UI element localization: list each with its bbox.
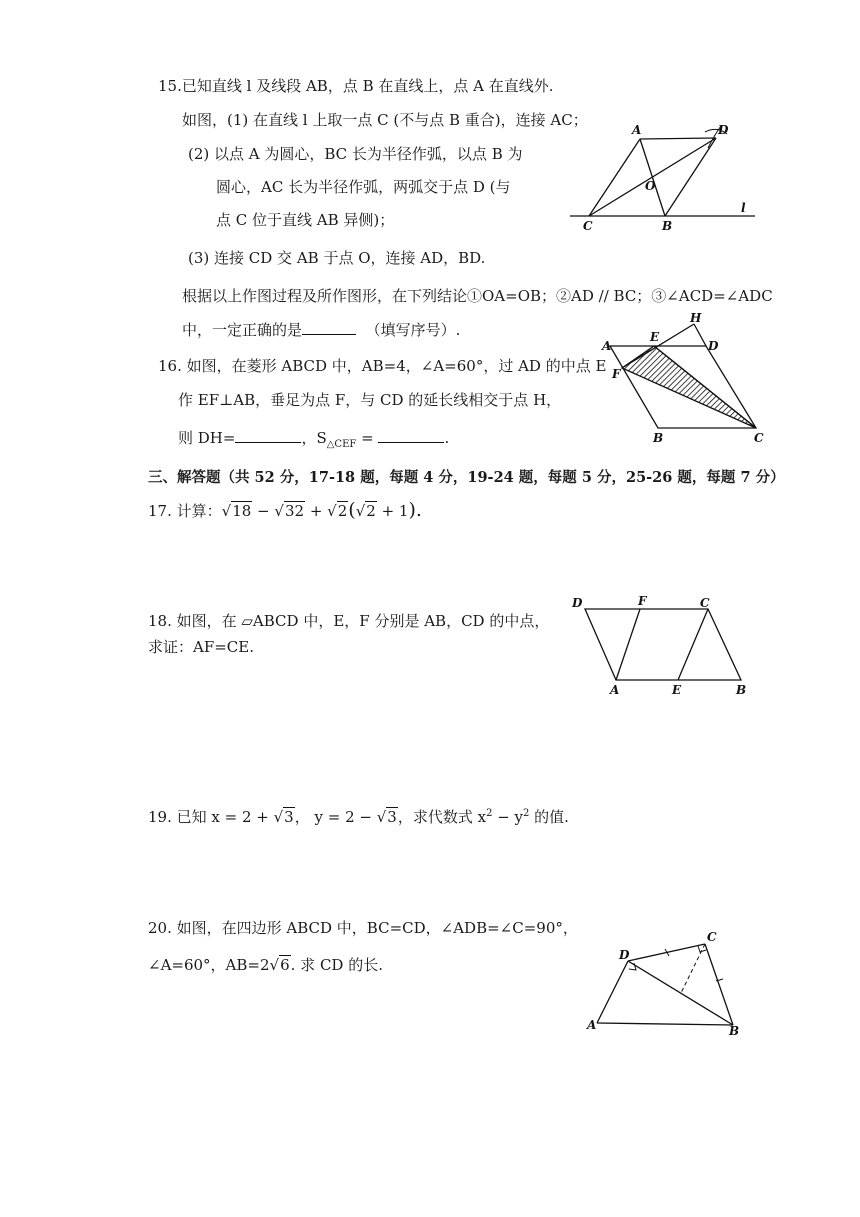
sqrt-icon: √ (273, 808, 284, 826)
q15-label-B: B (662, 219, 673, 233)
q15-label-l: l (741, 201, 746, 215)
q15-step2b: 圆心，AC 长为半径作弧，两弧交于点 D (与 (216, 178, 511, 196)
q15-ask-b: （填写序号）. (365, 321, 461, 339)
q18-figure (568, 592, 758, 704)
sqrt-icon: √ (327, 502, 337, 520)
q20-figure (585, 925, 750, 1040)
q17-paren-close: ). (408, 499, 422, 521)
q16-s-label: ，S (301, 429, 327, 447)
q15-label-D: D (718, 123, 729, 137)
q16-line1: 16. 如图，在菱形 ABCD 中，AB=4，∠A=60°，过 AD 的中点 E (158, 357, 607, 375)
q19-a: 19. 已知 x = 2 + (148, 808, 274, 826)
q19-r3a: 3 (284, 808, 294, 826)
q20-label-B: B (729, 1024, 740, 1038)
q19-r3b: 3 (387, 808, 397, 826)
q17-plus: + (305, 502, 328, 520)
q17-minus: − (252, 502, 275, 520)
q16-equals: = (361, 429, 374, 447)
q15-figure (565, 120, 765, 235)
q15-step2c: 点 C 位于直线 AB 异侧)； (216, 211, 395, 229)
q20-label-C: C (707, 930, 717, 944)
q16-line2: 作 EF⊥AB，垂足为点 F，与 CD 的延长线相交于点 H， (178, 391, 562, 409)
q17-paren-open: ( (348, 499, 356, 521)
q19-b: ， y = 2 − (294, 808, 377, 826)
q18-label-F: F (638, 594, 647, 608)
q20-label-D: D (619, 948, 630, 962)
q18-line2: 求证：AF=CE. (148, 638, 255, 656)
q15-step2a: (2) 以点 A 为圆心，BC 长为半径作弧，以点 B 为 (188, 145, 523, 163)
q16-end: . (444, 429, 450, 447)
q16-line3 (178, 428, 449, 455)
q16-figure (598, 310, 768, 445)
q18-label-A: A (610, 683, 620, 697)
q16-label-D: D (708, 339, 719, 353)
q19-c: ，求代数式 x (397, 808, 487, 826)
q18-label-C: C (700, 596, 710, 610)
q16-label-A: A (602, 339, 612, 353)
section3-title: 三、解答题（共 52 分，17-18 题，每题 4 分，19-24 题，每题 5 分，25-26 题，每题 7 分） (148, 469, 785, 486)
q18-label-E: E (672, 683, 682, 697)
q18-label-B: B (736, 683, 747, 697)
sqrt-icon: √ (221, 502, 232, 520)
q17-r18: 18 (232, 502, 252, 520)
q20-label-A: A (587, 1018, 597, 1032)
q16-s-sub: △CEF (326, 439, 357, 450)
q19-d: − y (492, 808, 524, 826)
q15-stem: 15.已知直线 l 及线段 AB，点 B 在直线上，点 A 在直线外. (158, 77, 554, 95)
q15-answer-blank[interactable] (302, 320, 356, 335)
q15-ask-a: 中，一定正确的是 (182, 321, 303, 339)
sqrt-icon: √ (376, 808, 387, 826)
q17-r2b: 2 (366, 502, 376, 520)
q15-ask (182, 320, 460, 340)
q16-area-blank[interactable] (378, 428, 444, 443)
q16-label-C: C (754, 431, 764, 445)
q17-r2: 2 (337, 502, 348, 520)
q15-step1: 如图，(1) 在直线 l 上取一点 C (不与点 B 重合)，连接 AC； (182, 111, 588, 129)
q18-line1: 18. 如图，在 ▱ABCD 中，E，F 分别是 AB，CD 的中点， (148, 612, 550, 630)
q16-label-E: E (650, 330, 660, 344)
q15-label-O: O (645, 179, 656, 193)
q20-line2-b: . 求 CD 的长. (290, 956, 383, 974)
q16-label-B: B (653, 431, 664, 445)
q19-sup1: 2 (486, 808, 493, 819)
q15-conclusions: 根据以上作图过程及所作图形，在下列结论①OA=OB；②AD // BC；③∠ACD=∠ADC (182, 287, 773, 305)
q17-label: 17. 计算： (148, 502, 222, 520)
q20-line2 (148, 955, 383, 975)
sqrt-icon: √ (269, 956, 280, 974)
q16-dh-blank[interactable] (235, 428, 301, 443)
sqrt-icon: √ (274, 502, 284, 520)
q17-expression (148, 500, 422, 521)
sqrt-icon: √ (355, 502, 366, 520)
q20-line2-a: ∠A=60°，AB=2 (148, 956, 270, 974)
q19-e: 的值. (529, 808, 569, 826)
q17-r32: 32 (284, 502, 305, 520)
q20-line1: 20. 如图，在四边形 ABCD 中，BC=CD，∠ADB=∠C=90°， (148, 919, 578, 937)
q15-label-A: A (632, 123, 642, 137)
q17-plus1: + 1 (376, 502, 409, 520)
q16-label-H: H (690, 311, 702, 325)
q15-label-C: C (583, 219, 593, 233)
q18-label-D: D (572, 596, 583, 610)
q19-sup2: 2 (523, 808, 530, 819)
q19-expression (148, 804, 569, 827)
q15-step3: (3) 连接 CD 交 AB 于点 O，连接 AD，BD. (188, 249, 486, 267)
q16-dh-label: 则 DH= (178, 429, 236, 447)
q16-label-F: F (612, 367, 621, 381)
q20-r6: 6 (280, 956, 290, 974)
